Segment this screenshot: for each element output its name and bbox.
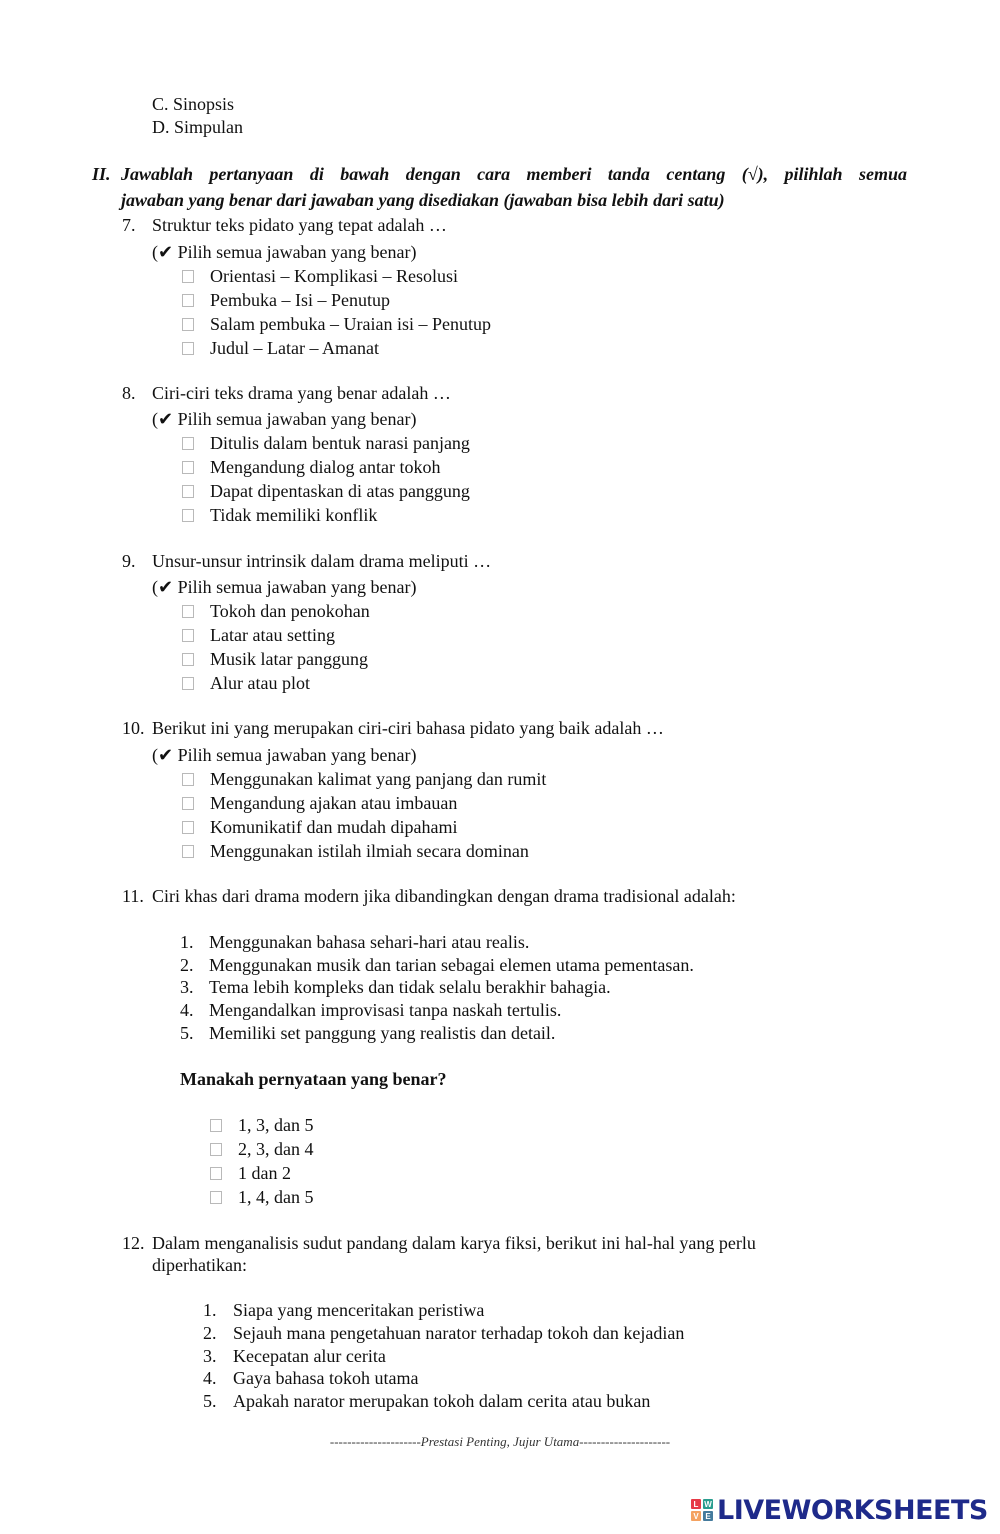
option-label: 1 dan 2 (238, 1163, 291, 1183)
question-12-number: 12. (122, 1233, 145, 1253)
question-9-text: Unsur-unsur intrinsik dalam drama meliputi … (152, 551, 492, 571)
question-10-number: 10. (122, 718, 145, 738)
logo-mark-icon (691, 1499, 713, 1521)
checkbox[interactable] (182, 605, 194, 618)
question-8-text: Ciri-ciri teks drama yang benar adalah … (152, 383, 451, 403)
statement-text: Memiliki set panggung yang realistis dan detail. (209, 1023, 556, 1043)
checkbox[interactable] (182, 629, 194, 642)
option-label: Ditulis dalam bentuk narasi panjang (210, 433, 470, 453)
question-7-number: 7. (122, 215, 136, 235)
checkbox[interactable] (182, 270, 194, 283)
option-label: Musik latar panggung (210, 649, 368, 669)
statement-number: 4. (180, 1000, 194, 1020)
statement-number: 5. (203, 1391, 217, 1411)
logo-letter: L (691, 1499, 701, 1509)
statement-number: 2. (180, 955, 194, 975)
option-label: Dapat dipentaskan di atas panggung (210, 481, 470, 501)
section-instruction-line2: jawaban yang benar dari jawaban yang disediakan (jawaban bisa lebih dari satu) (121, 190, 725, 210)
option-label: 1, 3, dan 5 (238, 1115, 314, 1135)
checkbox[interactable] (182, 677, 194, 690)
option-label: Orientasi – Komplikasi – Resolusi (210, 266, 458, 286)
question-11-prompt: Manakah pernyataan yang benar? (180, 1069, 447, 1089)
question-12-text-line2: diperhatikan: (152, 1255, 247, 1275)
question-9-number: 9. (122, 551, 136, 571)
option-label: 1, 4, dan 5 (238, 1187, 314, 1207)
statement-number: 5. (180, 1023, 194, 1043)
page-footer-motto: ---------------------Prestasi Penting, Jujur Utama--------------------- (329, 1434, 671, 1449)
statement-text: Mengandalkan improvisasi tanpa naskah tertulis. (209, 1000, 562, 1020)
question-7-hint: (✔ Pilih semua jawaban yang benar) (152, 242, 417, 262)
checkbox[interactable] (182, 342, 194, 355)
checkbox[interactable] (182, 509, 194, 522)
statement-number: 4. (203, 1368, 217, 1388)
statement-text: Tema lebih kompleks dan tidak selalu berakhir bahagia. (209, 977, 611, 997)
checkbox[interactable] (210, 1143, 222, 1156)
question-11-text: Ciri khas dari drama modern jika dibandingkan dengan drama tradisional adalah: (152, 886, 736, 906)
statement-text: Apakah narator merupakan tokoh dalam cerita atau bukan (233, 1391, 651, 1411)
option-c-sinopsis: C. Sinopsis (152, 94, 235, 114)
question-11-number: 11. (122, 886, 144, 906)
logo-letter: V (691, 1511, 701, 1521)
statement-number: 3. (203, 1346, 217, 1366)
option-label: Tidak memiliki konflik (210, 505, 378, 525)
statement-number: 2. (203, 1323, 217, 1343)
option-label: Salam pembuka – Uraian isi – Penutup (210, 314, 491, 334)
logo-letter: W (704, 1499, 712, 1509)
option-d-simpulan: D. Simpulan (152, 117, 244, 137)
checkbox[interactable] (182, 797, 194, 810)
checkbox[interactable] (182, 653, 194, 666)
option-label: Menggunakan kalimat yang panjang dan rumit (210, 769, 547, 789)
option-label: Judul – Latar – Amanat (210, 338, 379, 358)
option-label: Pembuka – Isi – Penutup (210, 290, 390, 310)
statement-text: Kecepatan alur cerita (233, 1346, 386, 1366)
section-instruction-line1: Jawablah pertanyaan di bawah dengan cara memberi tanda centang (√), pilihlah semua (121, 164, 907, 184)
statement-text: Menggunakan musik dan tarian sebagai elemen utama pementasan. (209, 955, 694, 975)
checkbox[interactable] (182, 773, 194, 786)
option-label: Menggunakan istilah ilmiah secara dominan (210, 841, 529, 861)
question-8-hint: (✔ Pilih semua jawaban yang benar) (152, 409, 417, 429)
checkbox[interactable] (182, 821, 194, 834)
statement-text: Siapa yang menceritakan peristiwa (233, 1300, 485, 1320)
section-numeral: II. (92, 164, 111, 184)
question-9-hint: (✔ Pilih semua jawaban yang benar) (152, 577, 417, 597)
option-label: 2, 3, dan 4 (238, 1139, 314, 1159)
statement-number: 1. (203, 1300, 217, 1320)
question-10-hint: (✔ Pilih semua jawaban yang benar) (152, 745, 417, 765)
checkbox[interactable] (182, 318, 194, 331)
checkbox[interactable] (182, 437, 194, 450)
checkbox[interactable] (210, 1191, 222, 1204)
checkbox[interactable] (182, 845, 194, 858)
option-label: Latar atau setting (210, 625, 335, 645)
question-8-number: 8. (122, 383, 136, 403)
statement-text: Menggunakan bahasa sehari-hari atau realis. (209, 932, 530, 952)
checkbox[interactable] (182, 294, 194, 307)
question-10-text: Berikut ini yang merupakan ciri-ciri bahasa pidato yang baik adalah … (152, 718, 664, 738)
checkbox[interactable] (210, 1119, 222, 1132)
question-7-text: Struktur teks pidato yang tepat adalah … (152, 215, 447, 235)
option-label: Komunikatif dan mudah dipahami (210, 817, 458, 837)
logo-letter: E (703, 1511, 713, 1521)
option-label: Tokoh dan penokohan (210, 601, 370, 621)
statement-text: Gaya bahasa tokoh utama (233, 1368, 419, 1388)
checkbox[interactable] (182, 461, 194, 474)
statement-number: 1. (180, 932, 194, 952)
question-12-text-line1: Dalam menganalisis sudut pandang dalam karya fiksi, berikut ini hal-hal yang perlu (152, 1233, 756, 1253)
option-label: Alur atau plot (210, 673, 310, 693)
option-label: Mengandung dialog antar tokoh (210, 457, 441, 477)
checkbox[interactable] (210, 1167, 222, 1180)
logo-text: LIVEWORKSHEETS (717, 1494, 988, 1526)
checkbox[interactable] (182, 485, 194, 498)
statement-number: 3. (180, 977, 194, 997)
option-label: Mengandung ajakan atau imbauan (210, 793, 458, 813)
statement-text: Sejauh mana pengetahuan narator terhadap tokoh dan kejadian (233, 1323, 685, 1343)
liveworksheets-logo (691, 1494, 988, 1526)
